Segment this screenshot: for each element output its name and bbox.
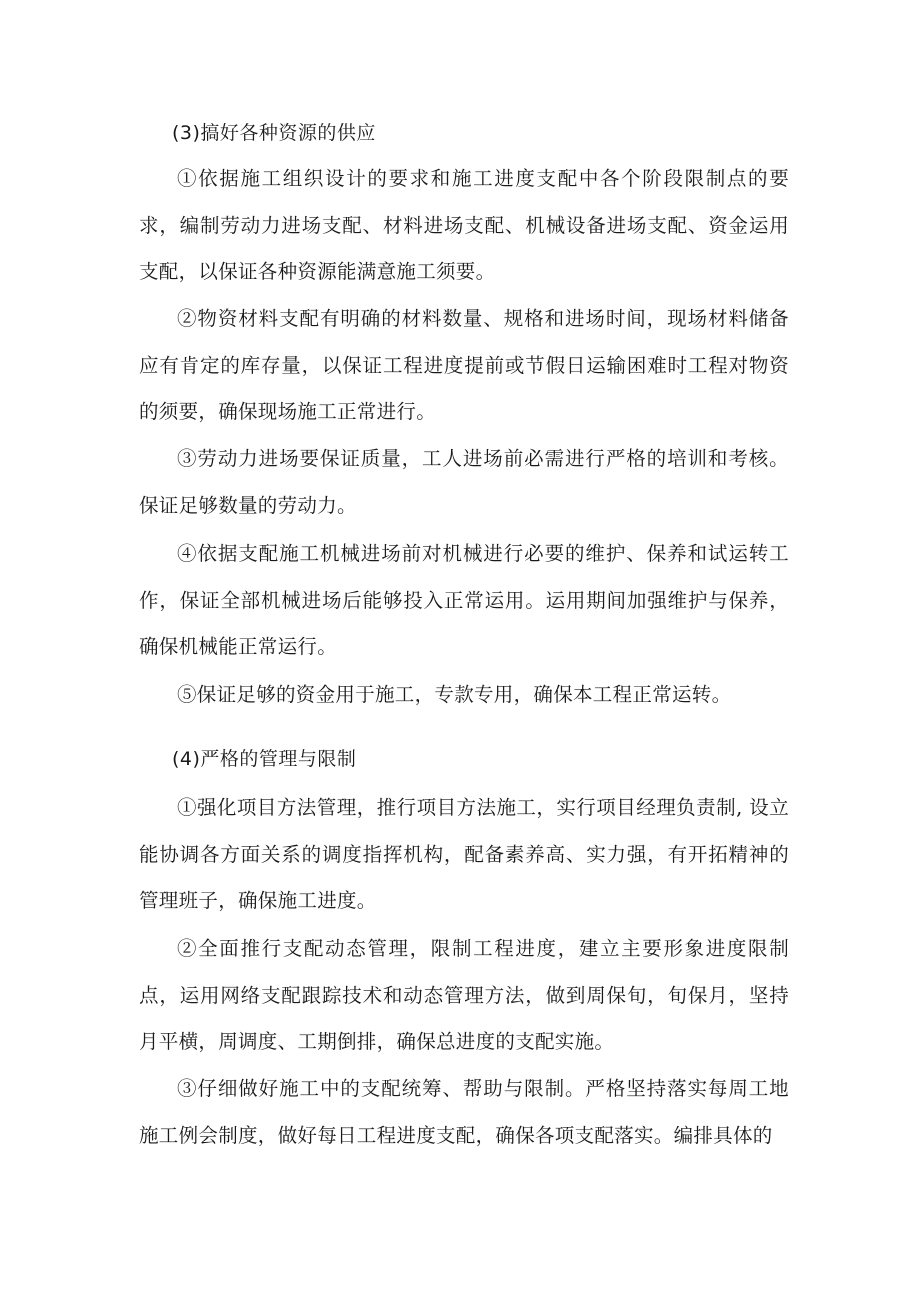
- paragraph-resource-plan: ①依据施工组织设计的要求和施工进度支配中各个阶段限制点的要求，编制劳动力进场支配、材料进场支配、机械设备进场支配、资金运用支配，以保证各种资源能满意施工须要。: [139, 167, 789, 283]
- paragraph-dynamic-scheduling: ②全面推行支配动态管理，限制工程进度，建立主要形象进度限制点，运用网络支配跟踪技术和动态管理方法，做到周保旬，旬保月，坚持月平横，周调度、工期倒排，确保总进度的支配实施。: [139, 937, 789, 1053]
- paragraph-labor-quality: ③劳动力进场要保证质量，工人进场前必需进行严格的培训和考核。保证足够数量的劳动力。: [139, 447, 789, 517]
- section-heading-resource-supply: (3)搞好各种资源的供应: [172, 122, 376, 144]
- section-heading-management-control: (4)严格的管理与限制: [172, 748, 357, 770]
- paragraph-coordination-control: ③仔细做好施工中的支配统筹、帮助与限制。严格坚持落实每周工地施工例会制度，做好每日工程进度支配，确保各项支配落实。编排具体的: [139, 1077, 789, 1147]
- paragraph-funding: ⑤保证足够的资金用于施工，专款专用，确保本工程正常运转。: [177, 683, 732, 706]
- paragraph-machinery-maintenance: ④依据支配施工机械进场前对机械进行必要的维护、保养和试运转工作，保证全部机械进场后能够投入正常运用。运用期间加强维护与保养，确保机械能正常运行。: [139, 542, 789, 658]
- paragraph-material-storage: ②物资材料支配有明确的材料数量、规格和进场时间，现场材料储备应有肯定的库存量，以保证工程进度提前或节假日运输困难时工程对物资的须要，确保现场施工正常进行。: [139, 307, 789, 423]
- paragraph-project-management: ①强化项目方法管理，推行项目方法施工，实行项目经理负责制, 设立能协调各方面关系的调度指挥机构，配备素养高、实力强，有开拓精神的管理班子，确保施工进度。: [139, 796, 789, 912]
